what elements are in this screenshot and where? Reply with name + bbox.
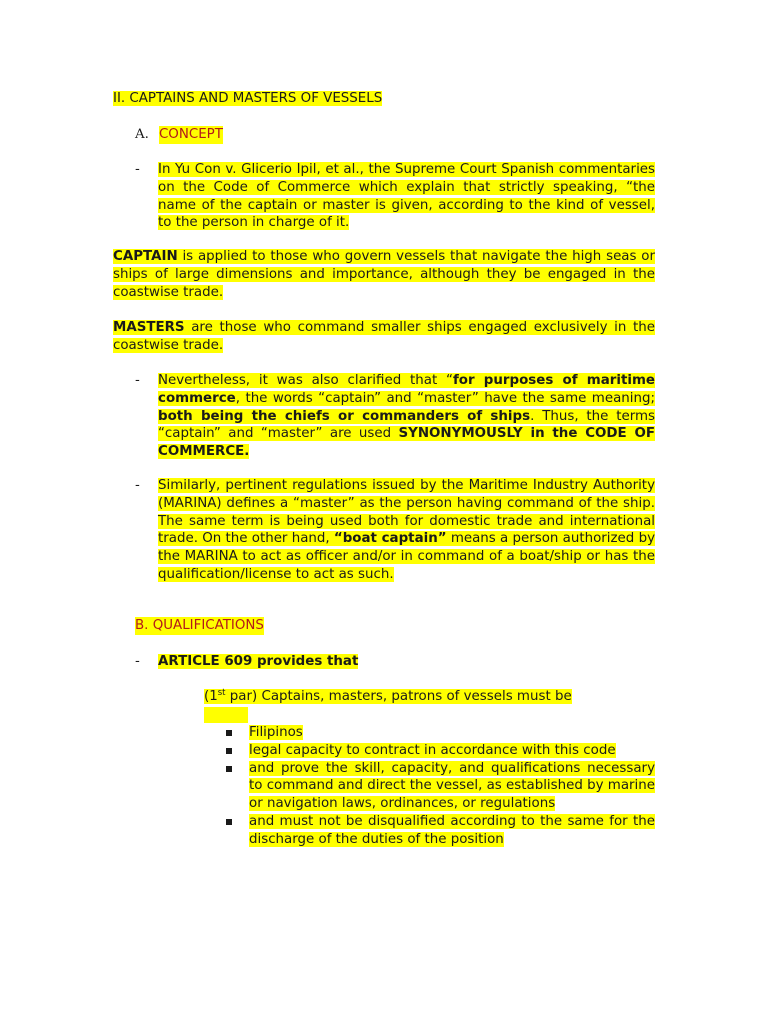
masters-definition: MASTERS are those who command smaller ships engaged exclusively in the coastwise trade. <box>113 320 655 353</box>
dash-marker: - <box>135 373 140 388</box>
dash-marker: - <box>135 654 140 669</box>
subheading-marker: B. <box>135 618 149 633</box>
square-bullet-icon <box>226 748 232 754</box>
bullet-yu-con: - In Yu Con v. Glicerio Ipil, et al., the Supreme Court Spanish commentaries on the Code of Commerce which explain that strictly speaking, “the name of the captain or master is given, according to the kind of vessel, to the person in charge of it. <box>135 162 655 231</box>
list-item: and prove the skill, capacity, and qualifications necessary to command and direct the vessel, as established by marine or navigation laws, ordinances, or regulations <box>226 760 655 813</box>
bullet-synonymous: - Nevertheless, it was also clarified that “for purposes of maritime commerce, the words “captain” and “master” have the same meaning; both being the chiefs or commanders of ships. Thus, the terms “captain” and “master” are used SYNONYMOUSLY in the CODE OF COMMERCE. <box>135 373 656 460</box>
subheading-title: CONCEPT <box>158 127 223 142</box>
article-paragraph: (1st par) Captains, masters, patrons of vessels must be <box>204 688 655 723</box>
square-bullet-icon <box>226 819 232 825</box>
term-captain: CAPTAIN <box>113 249 178 264</box>
subheading-concept <box>135 126 223 144</box>
bullet-marina: - Similarly, pertinent regulations issued by the Maritime Industry Authority (MARINA) defines a “master” as the person having command of the ship. The same term is being used both for domestic trade and international trade. On the other hand, “boat captain” means a person authorized by the MARINA to act as officer and/or in command of a boat/ship or has the qualification/license to act as such. <box>135 478 655 582</box>
bullet-article-609: - ARTICLE 609 provides that <box>135 654 359 669</box>
square-bullet-icon <box>226 766 232 772</box>
dash-marker: - <box>135 162 140 177</box>
dash-marker: - <box>135 478 140 493</box>
highlight-fragment <box>204 707 248 723</box>
list-item: Filipinos <box>226 724 655 742</box>
qualifications-list <box>226 724 655 849</box>
term-masters: MASTERS <box>113 320 185 335</box>
captain-definition: CAPTAIN is applied to those who govern vessels that navigate the high seas or ships of large dimensions and importance, although they be engaged in the coastwise trade. <box>113 249 655 300</box>
square-bullet-icon <box>226 730 232 736</box>
subheading-marker: A. <box>135 127 149 142</box>
subheading-title: QUALIFICATIONS <box>152 618 264 633</box>
subheading-qualifications <box>135 617 264 635</box>
list-item: legal capacity to contract in accordance with this code <box>226 742 655 760</box>
section-heading: II. CAPTAINS AND MASTERS OF VESSELS <box>113 91 383 106</box>
list-item: and must not be disqualified according to the same for the discharge of the duties of the position <box>226 813 655 849</box>
